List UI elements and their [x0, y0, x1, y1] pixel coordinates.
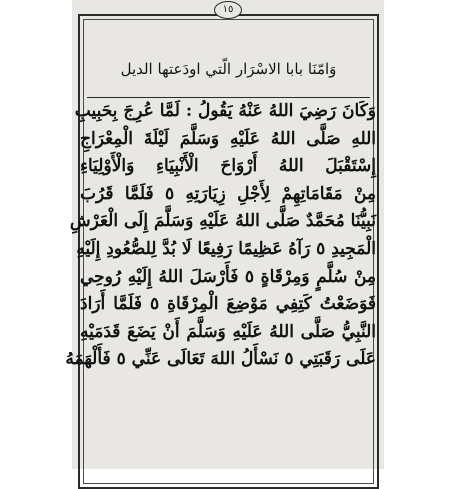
heading-box: [87, 45, 370, 98]
text-line: إِسْتَقْبَلَ اللهُ أَرْوَاحَ الْأَنْبِيَاءِ وَالْأَوْلِيَاءِ: [80, 156, 376, 177]
text-line: عَلَى رَقَبَتِي ٥ نَسْأَلُ اللهَ تَعَالَى عَنِّي ٥ فَأَلْهَمَهُ: [65, 349, 376, 370]
book-page: [65, 0, 384, 469]
text-line: النَّبِيُّ صَلَّى اللهُ عَلَيْهِ وَسَلَّمَ أَنْ يَضَعَ قَدَمَيْهِ: [80, 321, 376, 342]
text-line: فَوَضَعْتُ كَتِفِي مَوْضِعَ الْمِرْقَاةِ ٥ فَلَمَّا أَرَادَ: [80, 294, 376, 315]
page-heading: وَامّنَا بابا الاسْرَار الّتي اودَعتها الديل: [120, 60, 337, 78]
page-number: ١٥: [214, 1, 242, 19]
text-line: نَبِيُّنَا مُحَمَّدٌ صَلَّى اللهُ عَلَيْهِ وَسَلَّمَ إِلَى الْعَرْشِ: [69, 211, 376, 232]
text-line: وَكَانَ رَضِيَ اللهُ عَنْهُ يَقُولُ : لَمَّا عُرِجَ بِحَبِيبِ: [74, 101, 376, 121]
text-line: مِنْ سُلَّمٍ وَمِرْقَاةٍ ٥ فَأَرْسَلَ اللهُ إِلَيْهِ رُوحِي: [80, 266, 376, 287]
text-line: مِنْ مَقَامَاتِهِمْ لِأَجْلِ زِيَارَتِهِ ٥ فَلَمَّا قَرُبَ: [80, 183, 376, 204]
text-line: الْمَجِيدِ ٥ رَآهُ عَظِيمًا رَفِيعًا لَا بُدَّ لِلصُّعُودِ إِلَيْهِ: [76, 238, 376, 259]
text-line: اللهِ صَلَّى اللهُ عَلَيْهِ وَسَلَّمَ لَيْلَةَ الْمِعْرَاجِ: [80, 128, 376, 149]
body-text: [65, 98, 376, 374]
